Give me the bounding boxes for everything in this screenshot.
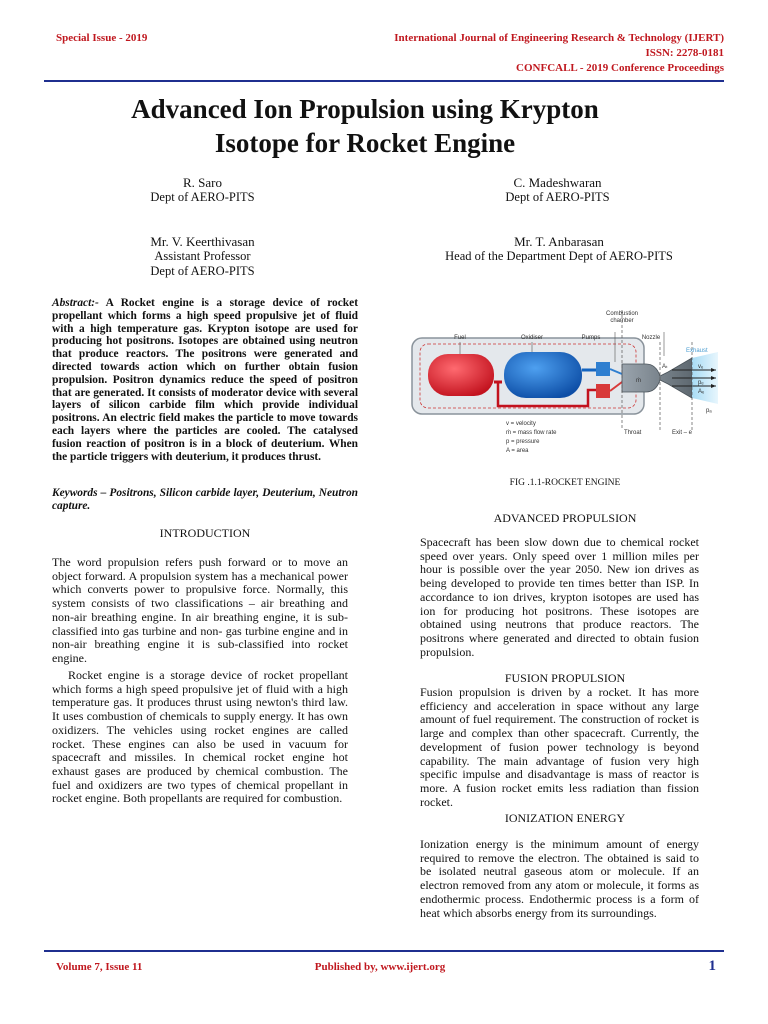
section-title-fusion-propulsion: FUSION PROPULSION xyxy=(504,671,626,685)
author-name: Mr. T. Anbarasan xyxy=(514,234,604,249)
label-ambient-pressure: pₐ xyxy=(706,408,712,414)
legend-mass-flow: ṁ = mass flow rate xyxy=(506,430,557,436)
fuel-tank xyxy=(428,354,494,396)
figure-caption: FIG .1.1-ROCKET ENGINE xyxy=(509,478,621,488)
author-title: Assistant Professor xyxy=(154,249,251,263)
author-block-4 xyxy=(420,234,698,264)
advanced-propulsion-paragraph: Spacecraft has been slow down due to chemical rocket speed over years. Only speed over 1 million miles per hour is possible over the year 2050. New ion drives as being developed to provide ten times better than ISP. In accordance to ion drives, krypton isotopes are used has ion for producing hot positrons. These isotopes are obtained using neutrons that produce reactors. The positrons where generated and directed to obtain fusion propulsion. xyxy=(420,535,699,659)
title-line-1: Advanced Ion Propulsion using Krypton xyxy=(131,94,599,124)
footer-publisher: Published by, www.ijert.org xyxy=(314,961,446,973)
oxidiser-tank xyxy=(504,352,582,398)
label-exit-velocity: vₑ xyxy=(698,364,704,370)
label-throat-area: Aₜ xyxy=(662,364,668,370)
fuel-pump xyxy=(596,384,610,398)
footer-volume: Volume 7, Issue 11 xyxy=(56,961,143,973)
rocket-engine-diagram xyxy=(410,302,720,452)
label-pumps: Pumps xyxy=(581,335,601,341)
label-exit: Exit – e xyxy=(672,430,693,436)
label-combustion: Combustion xyxy=(605,311,639,317)
title-line-2: Isotope for Rocket Engine xyxy=(214,128,516,158)
legend-velocity: v = velocity xyxy=(506,421,536,427)
author-affiliation: Dept of AERO-PITS xyxy=(150,190,255,204)
author-name: R. Saro xyxy=(183,175,222,190)
legend-area: A = area xyxy=(506,448,529,452)
keywords: Keywords – Positrons, Silicon carbide layer, Deuterium, Neutron capture. xyxy=(52,487,358,512)
section-title-ionization-energy: IONIZATION ENERGY xyxy=(504,811,626,825)
label-chamber: chamber xyxy=(610,318,634,324)
label-exit-pressure: pₑ xyxy=(698,380,704,386)
intro-paragraph-2: Rocket engine is a storage device of rocket propellant which forms a high speed propulsive jet of fluid with a high temperature gas. It produces thrust using newton's third law. It uses combustion of chemicals to supply energy. It has own oxidizers. The vehicles using rocket engines are called rocket. These engines can also be used in vacuum for spacecraft and missiles. In chemical rocket engine hot exhaust gases are produced by chemical combustion. The fuel and oxidizers are two types of chemical propellant in rocket engine. Both propellants are required for combustion. xyxy=(52,668,348,806)
footer-rule xyxy=(44,950,724,952)
header-special-issue: Special Issue - 2019 xyxy=(56,32,148,44)
author-name: C. Madeshwaran xyxy=(513,175,602,190)
author-block-1 xyxy=(100,175,305,205)
ionization-energy-paragraph: Ionization energy is the minimum amount of energy required to remove the electron. The obtained is said to be isolated neutral gaseous atom or molecule. If an electron removed from any atom or molecule, it forms as endothermic process. Endothermic process is a form of heat which absorbs energy from its surroundings. xyxy=(420,837,699,920)
header-issn: ISSN: 2278-0181 xyxy=(645,47,724,59)
label-mass-flow: ṁ xyxy=(636,378,641,384)
author-block-3 xyxy=(100,234,305,279)
author-block-2 xyxy=(455,175,660,205)
abstract-body: A Rocket engine is a storage device of rocket propellant which forms a high speed propulsive jet of fluid with a high temperature gas. Krypton isotope are used for producing hot positrons. Isotopes are obtained using neutron that produce reactors. The positrons were generated and directed towards action which on further obtain fusion propulsion. Positron dynamics reduce the speed of positron that are generated. It consists of moderator device with several layers of silicon carbide film which provide individual positrons. An electric field makes the particle to move towards each layers where the particles are cooled. The catalysed fusion reaction of positron is in a block of deuterium. When the particle triggers with deuterium, it produces thrust. xyxy=(52,297,358,463)
header-conference: CONFCALL - 2019 Conference Proceedings xyxy=(516,62,724,74)
paper-title xyxy=(60,92,670,160)
header-journal-name: International Journal of Engineering Research & Technology (IJERT) xyxy=(394,32,724,44)
label-oxidiser: Oxidiser xyxy=(520,335,544,341)
legend-pressure: p = pressure xyxy=(506,439,540,445)
label-fuel: Fuel xyxy=(454,335,466,341)
label-exit-area: Aₑ xyxy=(698,389,705,395)
label-exhaust: Exhaust xyxy=(686,348,708,354)
section-title-introduction: INTRODUCTION xyxy=(159,526,251,540)
fusion-propulsion-paragraph: Fusion propulsion is driven by a rocket. It has more efficiency and acceleration in space without any large amount of fuel requirement. The construction of rocket is large and complex than other spacecraft. Currently, the development of fusion power technology is beyond capability. The main advantage of fusion very high specific impulse and disadvantage is mass of reactor is more. A fusion rocket emits less radiation than fission rocket. xyxy=(420,685,699,809)
page-number: 1 xyxy=(708,958,716,974)
label-nozzle: Nozzle xyxy=(641,335,661,341)
author-name: Mr. V. Keerthivasan xyxy=(150,234,255,249)
intro-paragraph-1: The word propulsion refers push forward or to move an object forward. A propulsion system has a mechanical power which converts power to propulsive force. Normally, this system consists of two classifications – air breathing and non-air breathing engine. In air breathing engine, it is sub- classified into gas turbine and non- gas turbine engine and in non-air breathing engine it is sub-classified into rocket engine. xyxy=(52,555,348,665)
author-affiliation: Head of the Department Dept of AERO-PITS xyxy=(445,249,673,263)
abstract xyxy=(52,297,358,463)
author-affiliation: Dept of AERO-PITS xyxy=(505,190,610,204)
oxidiser-pump xyxy=(596,362,610,376)
header-rule xyxy=(44,80,724,82)
abstract-label: Abstract:- xyxy=(52,297,99,309)
label-throat: Throat xyxy=(624,430,642,436)
author-affiliation: Dept of AERO-PITS xyxy=(150,264,255,278)
section-title-advanced-propulsion: ADVANCED PROPULSION xyxy=(493,511,637,525)
